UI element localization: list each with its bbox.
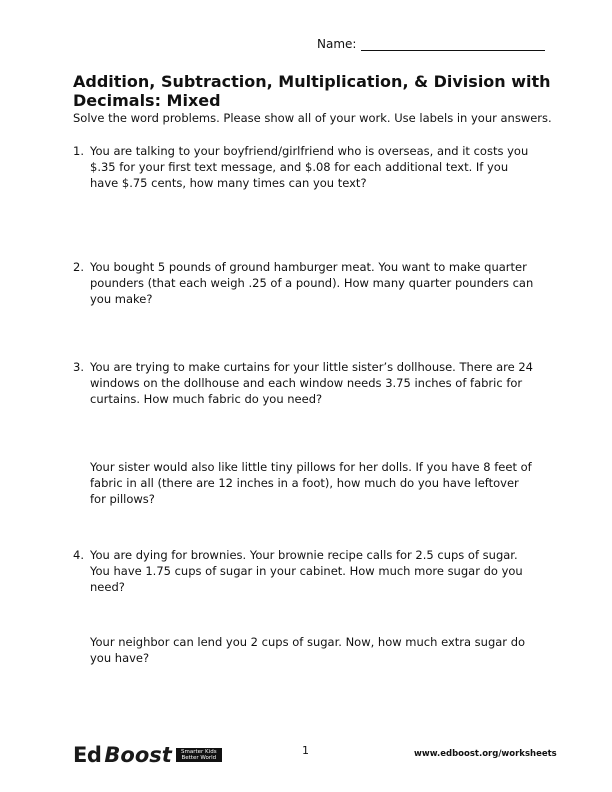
problem-4-followup: Your neighbor can lend you 2 cups of sugar. Now, how much extra sugar do you have?: [90, 635, 526, 665]
problem-3-followup: Your sister would also like little tiny pillows for her dolls. If you have 8 feet of fabric in all (there are 12 inches in a foot), how much do you have leftover for pillows?: [90, 460, 532, 506]
page-number: 1: [302, 744, 309, 757]
problem-text: You bought 5 pounds of ground hamburger meat. You want to make quarter pounders (that each weigh .25 of a pound). How many quarter pounders can you make?: [90, 260, 534, 306]
logo-ed-text: Ed: [73, 743, 102, 767]
problem-number: 3.: [73, 360, 84, 374]
edboost-logo: [73, 743, 222, 767]
problem-text: You are talking to your boyfriend/girlfriend who is overseas, and it costs you $.35 for your first text message, and $.08 for each additional text. If you have $.75 cents, how many times can you text?: [90, 144, 529, 190]
logo-boost-text: Boost: [104, 743, 172, 767]
problem-1: [73, 143, 538, 191]
instructions: Solve the word problems. Please show all of your work. Use labels in your answers.: [73, 111, 552, 125]
problem-2: [73, 259, 538, 307]
name-blank-line[interactable]: [361, 38, 545, 51]
problem-text: You are dying for brownies. Your brownie recipe calls for 2.5 cups of sugar. You have 1.75 cups of sugar in your cabinet. How much more sugar do you need?: [90, 548, 523, 594]
worksheet-title: Addition, Subtraction, Multiplication, & Division with Decimals: Mixed: [73, 72, 551, 110]
problem-number: 4.: [73, 548, 84, 562]
name-label: Name:: [317, 37, 357, 51]
problem-number: 2.: [73, 260, 84, 274]
problem-text: You are trying to make curtains for your little sister’s dollhouse. There are 24 windows on the dollhouse and each window needs 3.75 inches of fabric for curtains. How much fabric do you need?: [90, 360, 533, 406]
problem-4: [73, 547, 538, 595]
problem-3: [73, 359, 538, 407]
name-field[interactable]: [317, 37, 545, 51]
problem-number: 1.: [73, 144, 84, 158]
logo-tagline: Smarter Kids Better World: [176, 748, 222, 762]
website-link[interactable]: www.edboost.org/worksheets: [414, 749, 557, 759]
